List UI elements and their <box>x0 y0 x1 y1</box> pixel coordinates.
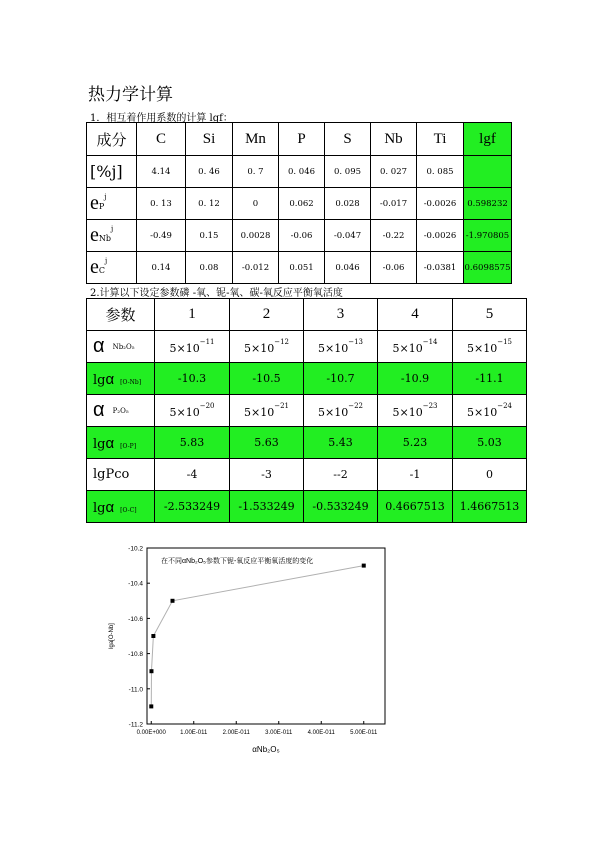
table-cell: -3 <box>230 459 304 491</box>
row-label-ep: $eP^j$ <box>87 188 137 220</box>
table-cell: $5\times 10^{-11}$ <box>155 331 230 363</box>
header-cell: 4 <box>378 299 453 331</box>
x-tick-label: 5.00E-011 <box>350 730 378 736</box>
table-cell: 0.051 <box>279 252 325 284</box>
table-cell: 0. 13 <box>137 188 186 220</box>
y-tick-label: -10.4 <box>128 580 143 588</box>
row-label-lgpco: lgPco <box>87 459 155 491</box>
table-cell: -0.533249 <box>304 491 378 523</box>
table-cell: 0. 095 <box>325 156 371 188</box>
table-cell: 0. 12 <box>186 188 233 220</box>
table-row-lga-c <box>87 491 527 523</box>
table-cell: $5\times 10^{-20}$ <box>155 395 230 427</box>
table-cell: 0 <box>233 188 279 220</box>
data-point <box>151 634 155 638</box>
table-cell: -11.1 <box>453 363 527 395</box>
table-cell: 0. 046 <box>279 156 325 188</box>
interaction-coefficient-table <box>86 122 512 284</box>
table-cell: -10.9 <box>378 363 453 395</box>
table-cell: -0.012 <box>233 252 279 284</box>
plot-frame <box>147 548 385 724</box>
header-cell: 3 <box>304 299 378 331</box>
header-cell: 5 <box>453 299 527 331</box>
header-cell-lgf: lgf <box>464 123 512 156</box>
oxygen-activity-table <box>86 298 527 523</box>
table-cell: -10.7 <box>304 363 378 395</box>
table-cell: -2.533249 <box>155 491 230 523</box>
table-cell: -10.3 <box>155 363 230 395</box>
page-title: 热力学计算 <box>88 85 173 105</box>
x-axis-ticks <box>137 721 378 736</box>
header-cell: 参数 <box>87 299 155 331</box>
table-cell: 5.83 <box>155 427 230 459</box>
row-label-lga-o-nb: lgα [O-Nb] <box>87 363 155 395</box>
x-tick-label: 0.00E+000 <box>136 730 166 736</box>
section-1-heading: 1．相互着作用系数的计算 lgf： <box>90 113 233 124</box>
table-cell: 1.4667513 <box>453 491 527 523</box>
chart-title: 在不同αNb₂O₅参数下铌-氧反应平衡氧活度的变化 <box>161 558 314 565</box>
table-cell: -0.49 <box>137 220 186 252</box>
table-cell: 5.03 <box>453 427 527 459</box>
row-label-alpha-p2o5: α P₂O₅ <box>87 395 155 427</box>
table-cell: 0.062 <box>279 188 325 220</box>
header-cell: 成分 <box>87 123 137 156</box>
table-cell: $5\times 10^{-21}$ <box>230 395 304 427</box>
table-cell: 0.4667513 <box>378 491 453 523</box>
table-cell: $5\times 10^{-12}$ <box>230 331 304 363</box>
table-cell: 0. 46 <box>186 156 233 188</box>
row-label-pct: [%j] <box>87 156 137 188</box>
table-cell: $5\times 10^{-14}$ <box>378 331 453 363</box>
table-cell: 5.43 <box>304 427 378 459</box>
y-tick-label: -10.6 <box>128 615 143 623</box>
table-cell-empty <box>464 156 512 188</box>
x-axis-label: αNb₂O₅ <box>252 745 280 754</box>
header-cell: S <box>325 123 371 156</box>
table-header-row <box>87 123 512 156</box>
row-label-ec: $eC^j$ <box>87 252 137 284</box>
table-cell: $5\times 10^{-13}$ <box>304 331 378 363</box>
table-row-lgpco <box>87 459 527 491</box>
table-cell: -10.5 <box>230 363 304 395</box>
table-row-ep <box>87 188 512 220</box>
table-row-ec <box>87 252 512 284</box>
table-cell: 0 <box>453 459 527 491</box>
table-cell: -1.533249 <box>230 491 304 523</box>
data-point <box>149 669 153 673</box>
table-cell: $5\times 10^{-22}$ <box>304 395 378 427</box>
row-label-alpha-nb2o5: α Nb₂O₅ <box>87 331 155 363</box>
x-tick-label: 3.00E-011 <box>265 730 293 736</box>
table-cell: -0.047 <box>325 220 371 252</box>
table-cell: -0.22 <box>371 220 417 252</box>
y-tick-label: -10.2 <box>128 545 143 553</box>
table-cell: -0.06 <box>371 252 417 284</box>
data-point <box>149 704 153 708</box>
x-tick-label: 2.00E-011 <box>222 730 250 736</box>
table-cell: $5\times 10^{-15}$ <box>453 331 527 363</box>
row-label-lga-o-p: lgα [O-P] <box>87 427 155 459</box>
table-cell: 5.63 <box>230 427 304 459</box>
header-cell: C <box>137 123 186 156</box>
table-cell: 0. 085 <box>417 156 464 188</box>
table-cell: -0.017 <box>371 188 417 220</box>
table-cell: 0. 7 <box>233 156 279 188</box>
table-cell: -1 <box>378 459 453 491</box>
table-row-enb <box>87 220 512 252</box>
header-cell: Si <box>186 123 233 156</box>
header-cell: Mn <box>233 123 279 156</box>
y-axis-label: lga[O-Nb] <box>109 623 115 649</box>
table-row-lga-p <box>87 427 527 459</box>
table-row-pct <box>87 156 512 188</box>
x-tick-label: 1.00E-011 <box>180 730 208 736</box>
table-row-alpha-nb <box>87 331 527 363</box>
table-cell: 0.08 <box>186 252 233 284</box>
table-cell: 0.0028 <box>233 220 279 252</box>
table-row-lga-nb <box>87 363 527 395</box>
table-cell: $5\times 10^{-23}$ <box>378 395 453 427</box>
table-cell: -0.0026 <box>417 220 464 252</box>
header-cell: Ti <box>417 123 464 156</box>
table-cell-lgf: 0.598232 <box>464 188 512 220</box>
table-cell: $5\times 10^{-24}$ <box>453 395 527 427</box>
table-cell-lgf: 0.6098575 <box>464 252 512 284</box>
table-cell: 0.046 <box>325 252 371 284</box>
table-cell: 0.15 <box>186 220 233 252</box>
row-label-lga-o-c: lgα [O-C] <box>87 491 155 523</box>
y-tick-label: -11.0 <box>128 686 143 694</box>
y-tick-label: -11.2 <box>128 721 143 729</box>
table-header-row <box>87 299 527 331</box>
table-cell: -0.0381 <box>417 252 464 284</box>
table-cell: -0.0026 <box>417 188 464 220</box>
x-tick-label: 4.00E-011 <box>307 730 335 736</box>
header-cell: 2 <box>230 299 304 331</box>
table-cell: 0.14 <box>137 252 186 284</box>
series-line <box>151 566 363 707</box>
row-label-enb: eNb$^j$ <box>87 220 137 252</box>
table-cell: --2 <box>304 459 378 491</box>
data-point <box>362 564 366 568</box>
table-cell: 5.23 <box>378 427 453 459</box>
table-cell: 0. 027 <box>371 156 417 188</box>
table-cell: -0.06 <box>279 220 325 252</box>
y-tick-label: -10.8 <box>128 651 143 659</box>
table-cell: 0.028 <box>325 188 371 220</box>
header-cell: Nb <box>371 123 417 156</box>
data-point <box>171 599 175 603</box>
oxygen-activity-chart <box>105 540 395 760</box>
header-cell: 1 <box>155 299 230 331</box>
section-2-heading: 2.计算以下设定参数磷 -氧、铌-氧、碳-氧反应平衡氧活度 <box>90 288 343 299</box>
header-cell: P <box>279 123 325 156</box>
table-row-alpha-p <box>87 395 527 427</box>
table-cell: -4 <box>155 459 230 491</box>
table-cell-lgf: -1.970805 <box>464 220 512 252</box>
table-cell: 4.14 <box>137 156 186 188</box>
